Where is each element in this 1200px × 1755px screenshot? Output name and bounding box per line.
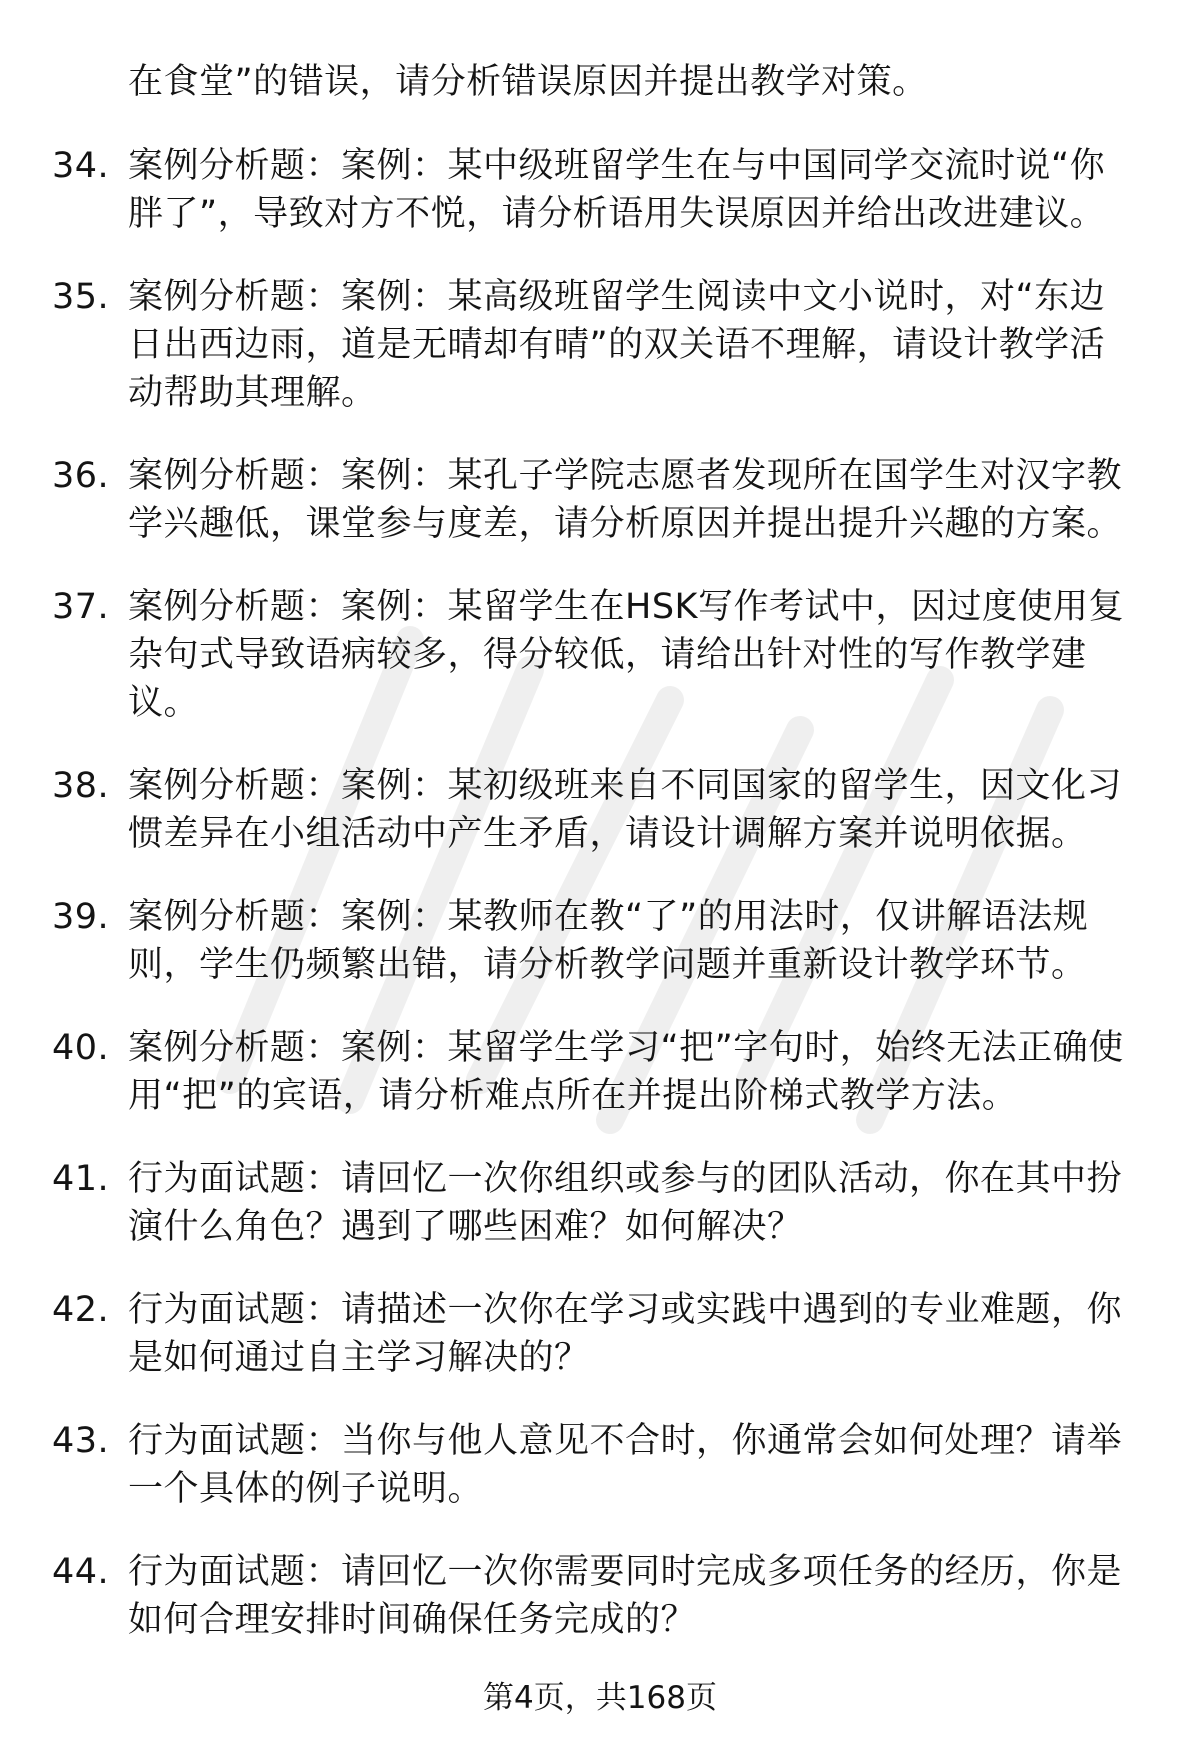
- question-text: 案例分析题：案例：某孔子学院志愿者发现所在国学生对汉字教学兴趣低，课堂参与度差，请分析原因并提出提升兴趣的方案。: [128, 456, 1123, 544]
- question-item: [0, 1548, 1200, 1644]
- question-number: 38.: [52, 766, 110, 806]
- question-item: [0, 142, 1200, 238]
- question-number: 35.: [52, 277, 110, 317]
- question-text: 案例分析题：案例：某高级班留学生阅读中文小说时，对“东边日出西边雨，道是无晴却有晴”的双关语不理解，请设计教学活动帮助其理解。: [128, 277, 1106, 413]
- question-item: [0, 583, 1200, 727]
- question-text: 行为面试题：请回忆一次你需要同时完成多项任务的经历，你是如何合理安排时间确保任务完成的？: [128, 1552, 1123, 1640]
- question-item: [0, 893, 1200, 989]
- question-number: 36.: [52, 456, 110, 496]
- question-text: 行为面试题：当你与他人意见不合时，你通常会如何处理？请举一个具体的例子说明。: [128, 1421, 1123, 1509]
- question-list: [0, 142, 1200, 1679]
- question-number: 43.: [52, 1421, 110, 1461]
- question-number: 41.: [52, 1159, 110, 1199]
- question-number: 39.: [52, 897, 110, 937]
- question-number: 44.: [52, 1552, 110, 1592]
- page-footer: 第4页，共168页: [483, 1680, 717, 1716]
- question-number: 42.: [52, 1290, 110, 1330]
- question-item: [0, 1286, 1200, 1382]
- question-text: 行为面试题：请回忆一次你组织或参与的团队活动，你在其中扮演什么角色？遇到了哪些困难？如何解决？: [128, 1159, 1123, 1247]
- question-text: 案例分析题：案例：某留学生学习“把”字句时，始终无法正确使用“把”的宾语，请分析难点所在并提出阶梯式教学方法。: [128, 1028, 1124, 1116]
- question-item: [0, 1155, 1200, 1251]
- question-number: 37.: [52, 587, 110, 627]
- question-number: 34.: [52, 146, 110, 186]
- question-text: 案例分析题：案例：某初级班来自不同国家的留学生，因文化习惯差异在小组活动中产生矛盾，请设计调解方案并说明依据。: [128, 766, 1123, 854]
- question-text: 案例分析题：案例：某中级班留学生在与中国同学交流时说“你胖了”，导致对方不悦，请分析语用失误原因并给出改进建议。: [128, 146, 1106, 234]
- question-number: 40.: [52, 1028, 110, 1068]
- question-item: [0, 1417, 1200, 1513]
- question-item: [0, 1024, 1200, 1120]
- question-item: [0, 452, 1200, 548]
- question-text: 行为面试题：请描述一次你在学习或实践中遇到的专业难题，你是如何通过自主学习解决的？: [128, 1290, 1123, 1378]
- question-text: 案例分析题：案例：某留学生在HSK写作考试中，因过度使用复杂句式导致语病较多，得分较低，请给出针对性的写作教学建议。: [128, 587, 1124, 723]
- continued-question-text: 在食堂”的错误，请分析错误原因并提出教学对策。: [128, 62, 928, 102]
- question-item: [0, 273, 1200, 417]
- question-item: [0, 762, 1200, 858]
- question-text: 案例分析题：案例：某教师在教“了”的用法时，仅讲解语法规则，学生仍频繁出错，请分析教学问题并重新设计教学环节。: [128, 897, 1089, 985]
